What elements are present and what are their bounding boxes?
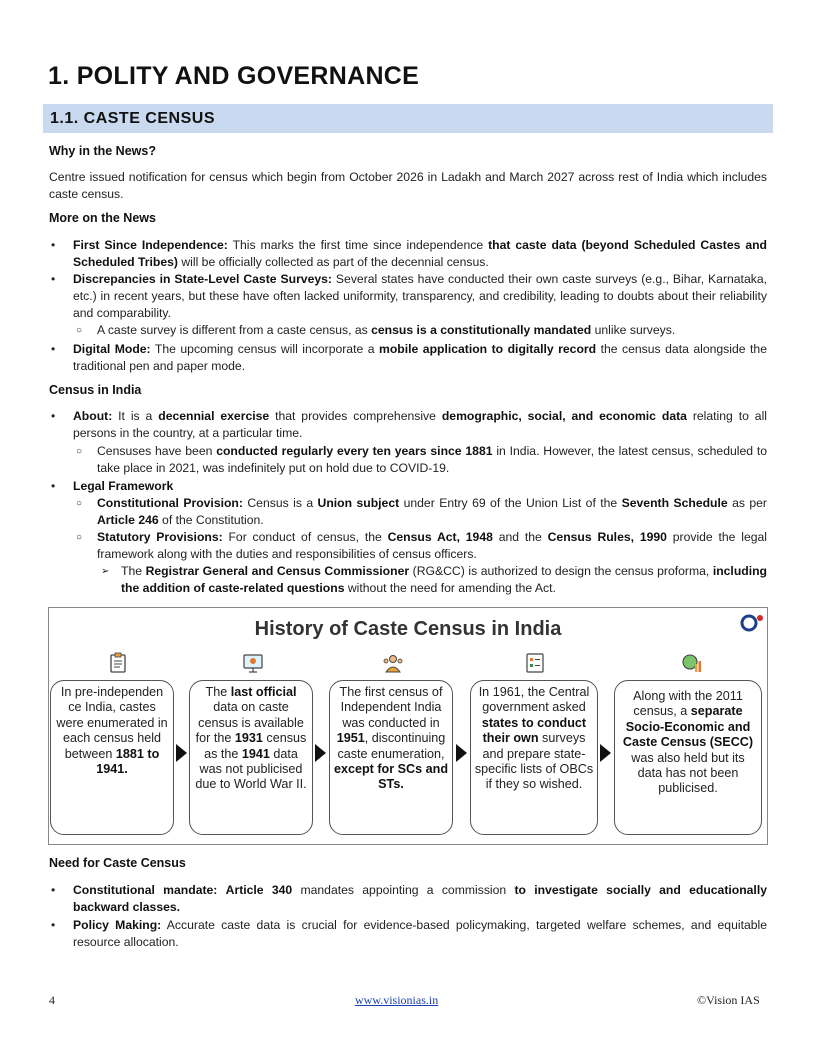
section-title: 1.1. CASTE CENSUS xyxy=(50,110,215,127)
subsub-marker: ➢ xyxy=(101,566,110,577)
need-bullet-2: Policy Making: Accurate caste data is crucial for evidence-based policymaking, targeted welfare schemes, and equitable resource allocation. xyxy=(73,918,767,949)
clipboard-icon xyxy=(107,652,129,674)
history-card-5: Along with the 2011 census, a separate Socio-Economic and Caste Census (SECC) was also held but its data has not been publicised. xyxy=(614,680,762,835)
need-bullet-1: Constitutional mandate: Article 340 mandates appointing a commission to investigate socially and educationally backward classes. xyxy=(73,883,767,914)
more-bullet-3: Digital Mode: The upcoming census will incorporate a mobile application to digitally record the census data alongside the traditional pen and paper mode. xyxy=(73,342,767,373)
bullet-marker: • xyxy=(51,409,56,423)
constitutional-provision: Constitutional Provision: Census is a Union subject under Entry 69 of the Union List of the Seventh Schedule as per Article 246 of the Constitution. xyxy=(97,496,767,527)
sub-marker: ○ xyxy=(76,532,83,543)
infographic-title: History of Caste Census in India xyxy=(254,618,562,640)
more-label: More on the News xyxy=(49,211,156,225)
arrow-icon xyxy=(456,744,467,762)
footer-brand: ©Vision IAS xyxy=(697,993,760,1007)
census-about-sub: Censuses have been conducted regularly every ten years since 1881 in India. However, the latest census, scheduled to take place in 2021, was indefinitely put on hold due to COVID-19. xyxy=(97,444,767,475)
vision-logo-icon xyxy=(740,612,764,632)
arrow-icon xyxy=(176,744,187,762)
sub-marker: ○ xyxy=(76,325,83,336)
rg-cc-text: The Registrar General and Census Commissioner (RG&CC) is authorized to design the census proforma, including the addition of caste-related questions without the need for amending the Act. xyxy=(121,564,767,595)
checklist-icon xyxy=(524,652,546,674)
arrow-icon xyxy=(315,744,326,762)
why-label: Why in the News? xyxy=(49,144,156,158)
sub-marker: ○ xyxy=(76,446,83,457)
footer-link[interactable]: www.visionias.in xyxy=(355,993,439,1007)
more-bullet-1: First Since Independence: This marks the first time since independence that caste data (beyond Scheduled Castes and Scheduled Tribes) will be officially collected as part of the decennial census. xyxy=(73,238,767,269)
legal-framework: Legal Framework xyxy=(73,479,174,493)
page-number: 4 xyxy=(49,993,55,1007)
globe-chart-icon xyxy=(681,652,703,674)
history-card-2: The last official data on caste census is available for the 1931 census as the 1941 data was not publicised due to World War II. xyxy=(189,680,313,835)
sub-marker: ○ xyxy=(76,498,83,509)
monitor-data-icon xyxy=(242,652,264,674)
statutory-provisions: Statutory Provisions: For conduct of census, the Census Act, 1948 and the Census Rules, 1990 provide the legal framework along with the duties and responsibilities of census officers. xyxy=(97,530,768,561)
bullet-marker: • xyxy=(51,479,56,493)
page-title: 1. POLITY AND GOVERNANCE xyxy=(48,62,420,90)
need-label: Need for Caste Census xyxy=(49,856,186,870)
bullet-marker: • xyxy=(51,272,56,286)
arrow-icon xyxy=(600,744,611,762)
bullet-marker: • xyxy=(51,883,56,897)
history-card-3: The first census of Independent India was conducted in 1951, discontinuing caste enumeration, except for SCs and STs. xyxy=(329,680,453,835)
more-sub-bullet: A caste survey is different from a caste census, as census is a constitutionally mandated unlike surveys. xyxy=(97,323,676,337)
bullet-marker: • xyxy=(51,342,56,356)
why-text: Centre issued notification for census which begin from October 2026 in Ladakh and March 2027 across rest of India which includes caste census. xyxy=(49,170,767,201)
bullet-marker: • xyxy=(51,238,56,252)
more-bullet-2: Discrepancies in State-Level Caste Surveys: Several states have conducted their own caste surveys (e.g., Bihar, Karnataka, etc.) in recent years, but these have often lacked uniformity, transparency, and credibility, leading to doubts about their reliability and comparability. xyxy=(73,272,767,320)
people-group-icon xyxy=(382,652,404,674)
census-label: Census in India xyxy=(49,383,142,397)
history-card-4: In 1961, the Central government asked states to conduct their own surveys and prepare state-specific lists of OBCs if they so wished. xyxy=(470,680,598,835)
bullet-marker: • xyxy=(51,918,56,932)
census-about: About: It is a decennial exercise that provides comprehensive demographic, social, and economic data relating to all persons in the country, at a particular time. xyxy=(73,409,767,440)
history-card-1: In pre-independen ce India, castes were enumerated in each census held between 1881 to 1941. xyxy=(50,680,174,835)
